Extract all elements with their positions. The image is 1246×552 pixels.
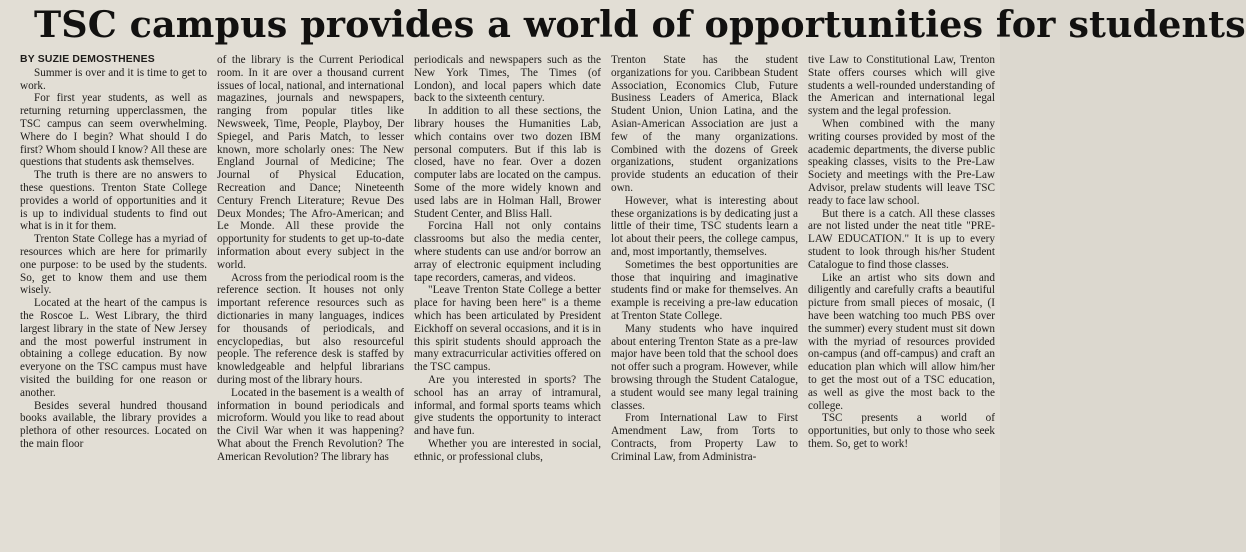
column-4 [611,54,798,552]
paragraph: "Leave Trenton State College a better place for having been here" is a theme which has been articulated by President Eickhoff on several occasions, and it is in this spirit students should approach the many extracurricular activities offered on the TSC campus. [414,284,601,374]
paragraph: Besides several hundred thousand books available, the library provides a plethora of other resources. Located on the main floor [20,399,207,450]
byline: BY SUZIE DEMOSTHENES [20,54,155,65]
paragraph: In addition to all these sections, the library houses the Humanities Lab, which contains over two dozen IBM personal computers. But if this lab is closed, have no fear. Over a dozen computer labs are located on the campus. Some of the more widely known and used labs are in Holman Hall, Brower Student Center, and Bliss Hall. [414,105,601,220]
paragraph: The truth is there are no answers to these questions. Trenton State College provides a world of opportunities and it is up to individual students to find out what is in it for them. [20,169,207,233]
column-3 [414,54,601,552]
paragraph: tive Law to Constitutional Law, Trenton State offers courses which will give students a well-rounded understanding of the American and international legal system and the legal profession. [808,54,995,118]
paragraph: Forcina Hall not only contains classrooms but also the media center, where students can use and/or borrow an array of electronic equipment including tape recorders, cameras, and videos. [414,220,601,284]
paragraph: Like an artist who sits down and diligently and carefully crafts a beautiful picture from small pieces of mosaic, (I have been watching too much PBS over the summer) every student must sit down with the myriad of resources provided on-campus (and off-campus) and craft an education plan which will allow him/her to get the most out of a TSC education, as well as give the most back to the college. [808,271,995,412]
article-body [20,54,996,552]
paragraph: Trenton State College has a myriad of resources which are here for primarily one purpose: to be used by the students. So, get to know them and use them wisely. [20,233,207,297]
column-2 [217,54,404,552]
paragraph: Summer is over and it is time to get to work. [20,66,207,92]
paragraph: Across from the periodical room is the reference section. It houses not only important reference resources such as dictionaries in many languages, indices for thousands of periodicals, and encyclopedias, but also resourceful people. The reference desk is staffed by knowledgeable and helpful librarians during most of the library hours. [217,271,404,386]
paragraph: of the library is the Current Periodical room. In it are over a thousand current issues of local, national, and international magazines, journals and newspapers, ranging from popular titles like Newsweek, Time, People, Playboy, Der Spiegel, and Paris Match, to lesser known, more scholarly ones: The New England Journal of Medicine; The Journal of Physical Education, Recreation and Dance; Nineteenth Century French Literature; Revue Des Deux Mondes; The Afro-American; and Le Monde. All these provide the opportunity for students to get up-to-date information about every subject in the world. [217,54,404,271]
paragraph: TSC presents a world of opportunities, but only to those who seek them. So, get to work! [808,412,995,450]
paragraph: Many students who have inquired about entering Trenton State as a pre-law major have been told that the school does not offer such a program. However, while browsing through the Student Catalogue, a student would see many legal training classes. [611,322,798,412]
paragraph: But there is a catch. All these classes are not listed under the neat title "PRE-LAW EDUCATION." It is up to every student to look through his/her Student Catalogue to find those classes. [808,207,995,271]
paragraph: Sometimes the best opportunities are those that inquiring and imaginative students find or make for themselves. An example is receiving a pre-law education at Trenton State College. [611,258,798,322]
paragraph: From International Law to First Amendment Law, from Torts to Contracts, from Property Law to Criminal Law, from Administra- [611,412,798,463]
paragraph: Whether you are interested in social, ethnic, or professional clubs, [414,437,601,463]
column-1 [20,54,207,552]
paragraph: When combined with the many writing courses provided by most of the academic departments, the diverse public speaking classes, visits to the Pre-Law Society and meetings with the Pre-Law Advisor, prelaw students will leave TSC ready to face law school. [808,117,995,207]
headline: TSC campus provides a world of opportunities for students [34,3,1246,46]
paragraph: However, what is interesting about these organizations is by dedicating just a little of their time, TSC students learn a lot about their peers, the college campus, and, most importantly, themselves. [611,194,798,258]
paragraph: Located in the basement is a wealth of information in bound periodicals and microform. Would you like to read about the Civil War when it was happening? What about the French Revolution? The American Revolution? The library has [217,386,404,463]
paragraph: Trenton State has the student organizations for you. Caribbean Student Association, Economics Club, Future Business Leaders of America, Black Student Union, Union Latina, and the Asian-American Association are just a few of the many organizations. Combined with the dozens of Greek organizations, student organizations provide students an education of their own. [611,54,798,194]
paragraph: Located at the heart of the campus is the Roscoe L. West Library, the third largest library in the state of New Jersey and the most powerful instrument in obtaining a college education. By now everyone on the TSC campus must have visited the building for one reason or another. [20,297,207,399]
paragraph: Are you interested in sports? The school has an array of intramural, informal, and formal sports teams which give students the opportunity to interact and have fun. [414,373,601,438]
paragraph: For first year students, as well as returning returning upperclassmen, the TSC campus can seem overwhelming. Where do I begin? What should I do first? Whom should I know? All these are questions that students ask themselves. [20,92,207,169]
column-5 [808,54,995,552]
paragraph: periodicals and newspapers such as the New York Times, The Times (of London), and local papers which date back to the sixteenth century. [414,54,601,105]
